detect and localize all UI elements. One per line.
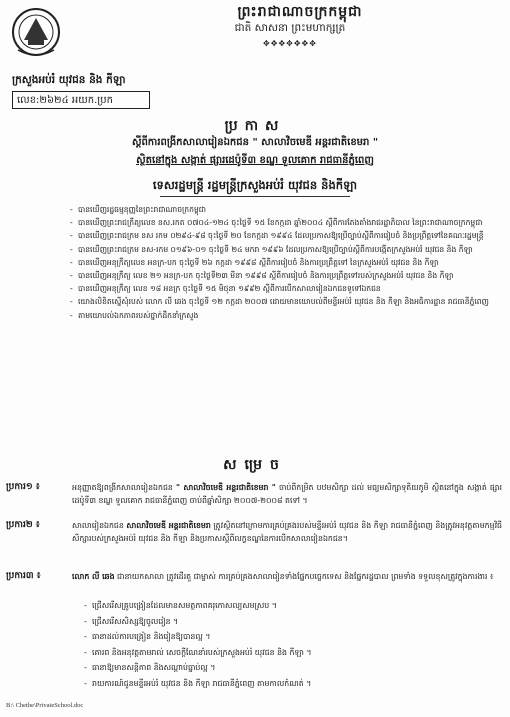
file-path-footer: B:\ Chethe\PrivateSchool.doc bbox=[6, 702, 84, 709]
article-text-lead: អនុញ្ញាតឱ្យពង្រីកសាលារៀនឯកជន bbox=[72, 483, 176, 492]
minister-title: ទេសរដ្ឋមន្រ្តី រដ្ឋមន្រ្តីក្រសួងអប់រំ យុវជន និងកីឡា bbox=[152, 178, 358, 192]
reference-item: - បានឃើញអនុក្រឹត្យ លេខ ២១ អនក្រ-បក ចុះថ្ងៃទី២៣ មីនា ១៩៩៨ ស្តីពីការរៀបចំ និងការប្រព្រឹត្តទៅរបស់ក្រសួងអប់រំ យុវជន និង កីឡា bbox=[70, 270, 490, 281]
reference-item: - តាមយោបល់ឯកភាពរបស់ថ្នាក់ដឹកនាំក្រសួង bbox=[70, 310, 490, 321]
reference-item: - បានឃើញអនុក្រឹត្យ លេខ ១៨ អនក្រ ចុះថ្ងៃទី ១៥ មិថុនា ១៩៩២ ស្តីពីការបើកសាលារៀនឯកជនទូទៅឯកជន bbox=[70, 283, 490, 294]
duty-item: - ធានាដល់ការបង្រៀន និងរៀនឱ្យបានល្អ ។ bbox=[84, 631, 484, 643]
article-label: ប្រការ២ ៖ bbox=[6, 520, 40, 530]
article-text bbox=[72, 570, 502, 583]
article-text-rest: ចាប់ពីកម្រិត បឋមសិក្សា ដល់ មធ្យមសិក្សាទុតិយភូមិ ស្ថិតនៅក្នុង សង្កាត់ ផ្សារដេប៉ូទី៣ ខណ្ឌ ទួលគោក រាជធានីភ្នំពេញ ចាប់ពីឆ្នាំសិក្សា ២០០៧-២០០៨ តទៅ ។ bbox=[72, 483, 503, 505]
subject-line-2 bbox=[0, 153, 510, 168]
reference-list bbox=[70, 204, 490, 323]
document-title: ប្រកាស bbox=[224, 118, 286, 134]
reference-item: - យោងលិខិតស្នើសុំរបស់ លោក លី ឆេង ចុះថ្ងៃទី ១២ កក្កដា ២០០៧ ដោយមានយោបល់ពីមន្ទីរអប់រំ យុវជន និង កីឡា និងអធិការដ្ឋាន រាជធានីភ្នំពេញ bbox=[70, 296, 490, 307]
subject-line-1: ស្តីពីការពង្រីកសាលារៀនឯកជន " សាលាវិចមេឌី អន្តរជាតិខេមរា " bbox=[131, 137, 379, 148]
document-number: លេខ:២៦២៤ អយក.ប្រក bbox=[12, 91, 150, 109]
duty-item: - ជ្រើសរើសគ្រូបង្រៀនដែលមានសមត្ថភាពគរុកោសល្យសមស្រប ។ bbox=[84, 600, 484, 612]
duty-item: - ធានាឱ្យមានសន្តិភាព និងសណ្តាប់ធ្នាប់ល្អ ។ bbox=[84, 662, 484, 674]
subject-line-2-text: ស្ថិតនៅក្នុង សង្កាត់ ផ្សារដេប៉ូទី៣ ខណ្ឌ ទួលគោក រាជធានីភ្នំពេញ bbox=[136, 155, 374, 166]
article-text bbox=[72, 519, 502, 545]
article-label: ប្រការ៣ ៖ bbox=[6, 571, 41, 581]
duty-item: - ជ្រើសរើសសិស្សឱ្យចូលរៀន ។ bbox=[84, 616, 484, 628]
reference-item: - បានឃើញអនុក្រឹត្យលេខ អនក្រ-បក ចុះថ្ងៃទី ២៦ កក្កដា ១៩៩៨ ស្តីពីការរៀបចំ និងការប្រព្រឹត្តទៅ នៃក្រសួងអប់រំ យុវជន និង កីឡា bbox=[70, 257, 490, 268]
kingdom-title: ព្រះរាជាណាចក្រកម្ពុជា bbox=[237, 4, 363, 20]
article-text bbox=[72, 481, 502, 507]
duty-list bbox=[84, 600, 484, 693]
decision-title: សម្រេច bbox=[223, 457, 287, 473]
reference-item: - បានឃើញព្រះរាជក្រឹត្យលេខ នស.រកត ០៧០៤-១២៤ ចុះថ្ងៃទី ១៥ ខែកក្កដា ឆ្នាំ២០០៤ ស្តីពីការតែងតាំងរាជរដ្ឋាភិបាល នៃព្រះរាជាណាចក្រកម្ពុជា bbox=[70, 217, 490, 228]
reference-item: - បានឃើញព្រះរាជក្រម នស-រកម ០១៩៦-០១ ចុះថ្ងៃទី ២៤ មករា ១៩៩៦ ដែលប្រកាសឱ្យប្រើច្បាប់ស្តីពីការបង្កើតក្រសួងអប់រំ យុវជន និង កីឡា bbox=[70, 244, 490, 255]
national-motto: ជាតិ សាសនា ព្រះមហាក្សត្រ bbox=[234, 22, 346, 34]
article-text-lead: សាលារៀនឯកជន bbox=[72, 521, 127, 530]
divider bbox=[160, 196, 350, 197]
school-name: សាលាវិចមេឌី អន្តរជាតិខេមរា bbox=[126, 521, 211, 530]
motto-ornament: ✥✥✥✥✥✥✥ bbox=[263, 39, 317, 48]
article-label: ប្រការ១ ៖ bbox=[6, 482, 40, 492]
reference-item: - បានឃើញរដ្ឋធម្មនុញ្ញនៃព្រះរាជាណាចក្រកម្ពុជា bbox=[70, 204, 490, 215]
ministry-emblem-icon bbox=[10, 6, 62, 60]
ministry-name: ក្រសួងអប់រំ យុវជន និង កីឡា bbox=[12, 74, 126, 86]
article-text-rest: ជានាយកសាលា ត្រូវដើរតួ ជាម្ចាស់ ការគ្រប់គ្រងសាលារៀនទាំងផ្នែកបច្ចេកទេស និងផ្នែករដ្ឋបាល ព្រមទាំង ទទួលខុសត្រូវក្នុងការងារ ៖ bbox=[114, 572, 494, 581]
reference-item: - បានឃើញព្រះរាជក្រម នស រកម ០២៩៤-៩៨ ចុះថ្ងៃទី ២០ ខែកក្កដា ១៩៩៤ ដែលប្រកាសឱ្យប្រើច្បាប់ស្តីពីការរៀបចំ និងប្រព្រឹត្តទៅនៃគណៈរដ្ឋមន្ត្រី bbox=[70, 230, 490, 241]
director-name: លោក លី ឆេង bbox=[72, 572, 115, 581]
duty-item: - គោរព និងអនុវត្តតាមរាល់ សេចក្តីណែនាំរបស់ក្រសួងអប់រំ យុវជន និង កីឡា ។ bbox=[84, 647, 484, 659]
school-name: " សាលាវិចមេឌី អន្តរជាតិខេមរា " bbox=[175, 483, 276, 492]
article-text-rest: ត្រូវស្ថិតនៅក្រោមការគ្រប់គ្រងរបស់មន្ទីរអប់រំ យុវជន និង កីឡា រាជធានីភ្នំពេញ និងត្រូវអនុវត្តតាមកម្មវិធីសិក្សារបស់ក្រសួងអប់រំ យុវជន និង កីឡា និងប្រកាសស្តីពីលក្ខខណ្ឌនៃការបើកសាលារៀនឯកជន។ bbox=[72, 521, 502, 543]
duty-item: - រាយការណ៍ជូនមន្ទីរអប់រំ យុវជន និង កីឡា រាជធានីភ្នំពេញ តាមកាលកំណត់ ។ bbox=[84, 678, 484, 690]
